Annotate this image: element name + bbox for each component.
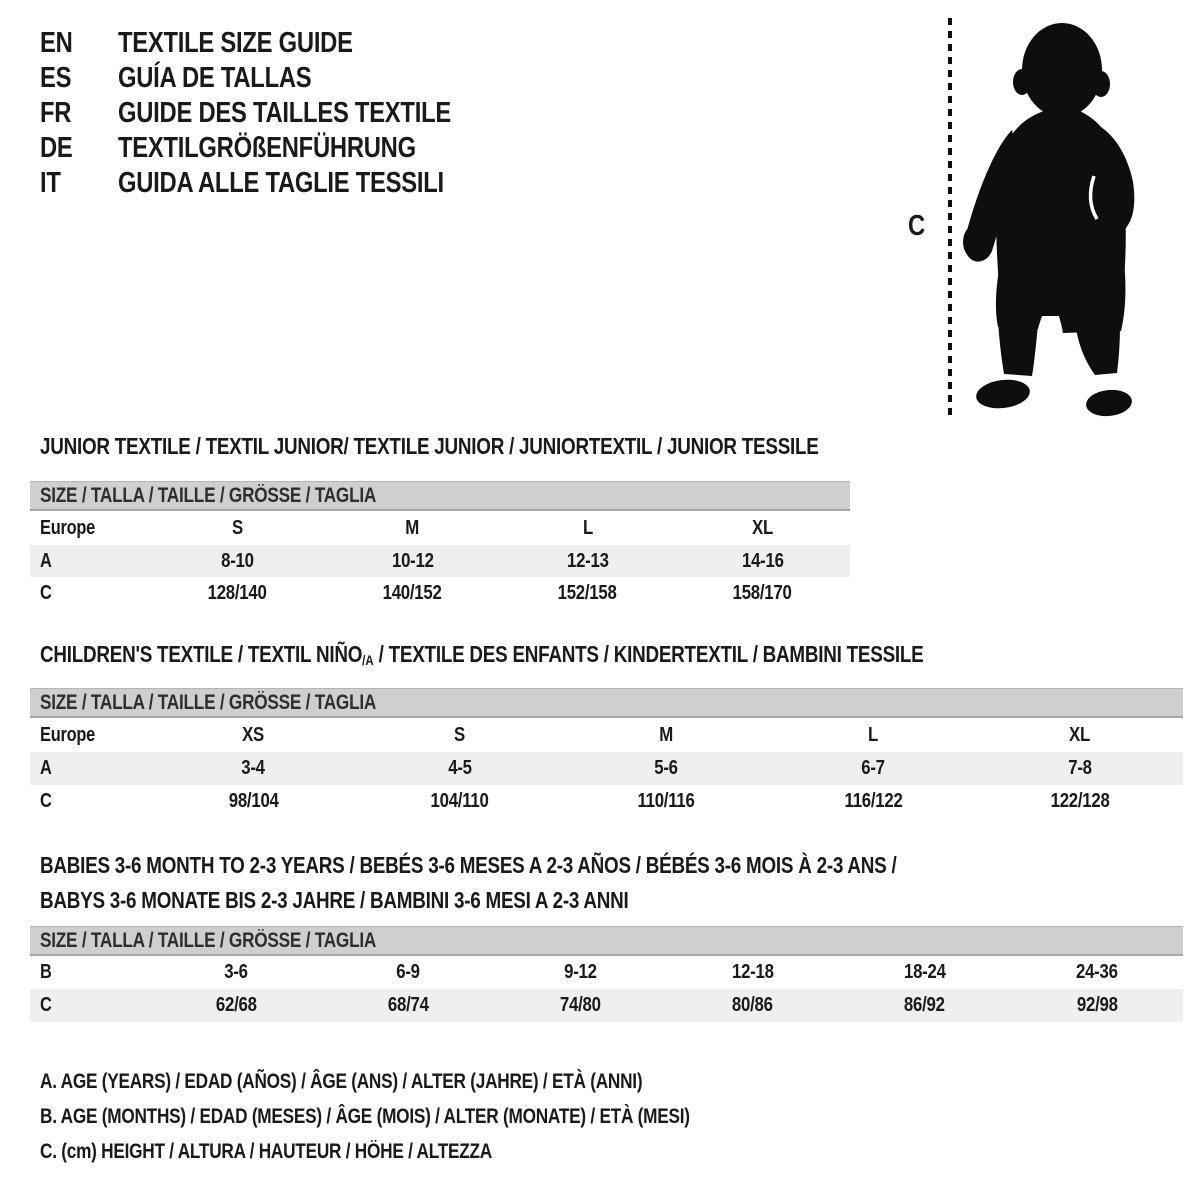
row-label: C [40,790,52,812]
page-title-it: GUIDA ALLE TAGLIE TESSILI [118,167,444,199]
value-cell: 80/86 [732,994,773,1016]
row-label: A [40,549,52,572]
value-cell: 9-12 [564,961,597,983]
height-measure-dashed-line-icon [948,18,952,416]
page-title-en: TEXTILE SIZE GUIDE [118,27,353,59]
value-cell: 92/98 [1076,994,1118,1016]
language-row-es [40,61,524,96]
section-title-children [40,641,1117,671]
row-label: C [40,581,52,604]
junior-size-table [30,481,850,609]
value-cell: 3-6 [224,961,248,983]
value-cell: 18-24 [903,961,946,983]
value-cell: 74/80 [560,994,601,1016]
children-size-table [30,688,1183,818]
value-cell: 12-13 [566,549,609,572]
page-title-de: TEXTILGRÖßENFÜHRUNG [118,132,416,164]
value-cell: 6-9 [396,961,421,983]
size-header-label: SIZE / TALLA / TAILLE / GRÖSSE / TAGLIA [40,483,377,507]
size-cell: S [454,723,466,746]
legend-line-b: B. AGE (MONTHS) / EDAD (MESES) / ÂGE (MOIS) / ALTER (MONATE) / ETÀ (MESI) [40,1105,690,1128]
section-title-junior-text: JUNIOR TEXTILE / TEXTIL JUNIOR/ TEXTILE JUNIOR / JUNIORTEXTIL / JUNIOR TESSILE [40,433,819,459]
table-row-height [30,577,850,609]
value-cell: 4-5 [448,757,472,779]
language-code: FR [40,97,72,129]
language-row-fr [40,96,524,131]
value-cell: 7-8 [1067,757,1092,779]
legend-line-c: C. (cm) HEIGHT / ALTURA / HAUTEUR / HÖHE / ALTEZZA [40,1140,492,1163]
value-cell: 14-16 [741,549,784,572]
value-cell: 98/104 [228,790,279,812]
language-code: EN [40,27,73,59]
size-header-label: SIZE / TALLA / TAILLE / GRÖSSE / TAGLIA [40,928,377,952]
size-cell: L [582,516,593,539]
size-cell: XL [1069,723,1091,746]
region-label: Europe [40,723,96,746]
section-title-junior [40,433,990,460]
language-row-it [40,166,524,201]
value-cell: 122/128 [1050,790,1110,812]
size-header-bar [30,926,1183,956]
value-cell: 62/68 [215,994,257,1016]
size-cell: M [659,723,674,746]
babies-size-table [30,926,1183,1022]
value-cell: 152/158 [558,581,617,604]
value-cell: 24-36 [1076,961,1118,983]
page-title-es: GUÍA DE TALLAS [118,62,312,94]
value-cell: 10-12 [391,549,434,572]
value-cell: 158/170 [733,581,792,604]
value-cell: 68/74 [387,994,429,1016]
size-header-bar [30,688,1183,718]
measure-c-label: C [908,210,925,242]
section-title-babies [40,848,1085,918]
size-cell: M [405,516,420,539]
language-code: ES [40,62,72,94]
size-cell: S [232,516,243,539]
table-row-age [30,752,1183,785]
row-label: C [40,994,52,1016]
value-cell: 12-18 [731,961,774,983]
table-row-sizes [30,718,1183,752]
value-cell: 128/140 [208,581,267,604]
value-cell: 104/110 [430,790,489,812]
region-label: Europe [40,516,96,539]
value-cell: 140/152 [383,581,442,604]
size-cell: L [868,723,879,746]
section-title-children-text: CHILDREN'S TEXTILE / TEXTIL NIÑO/A / TEXTILE DES ENFANTS / KINDERTEXTIL / BAMBINI TESSILE [40,641,924,668]
value-cell: 86/92 [904,994,946,1016]
legend-line-a: A. AGE (YEARS) / EDAD (AÑOS) / ÂGE (ANS) / ALTER (JAHRE) / ETÀ (ANNI) [40,1070,643,1093]
title-subscript: /A [362,652,374,668]
value-cell: 110/116 [637,790,696,812]
language-code: IT [40,167,61,199]
section-title-babies-line2: BABYS 3-6 MONATE BIS 2-3 JAHRE / BAMBINI 3-6 MESI A 2-3 ANNI [40,887,629,913]
table-row-sizes [30,511,850,545]
table-row-height [30,989,1183,1022]
language-row-en [40,26,524,61]
language-list [40,26,524,201]
table-row-age [30,545,850,577]
size-header-bar [30,481,850,511]
language-row-de [40,131,524,166]
toddler-silhouette-icon [958,14,1143,419]
section-title-babies-line1: BABIES 3-6 MONTH TO 2-3 YEARS / BEBÉS 3-6 MESES A 2-3 AÑOS / BÉBÉS 3-6 MOIS À 2-3 ANS / [40,852,897,878]
row-label: A [40,757,52,779]
size-cell: XS [242,723,265,746]
legend [40,1064,832,1169]
value-cell: 6-7 [861,757,885,779]
row-label: B [40,961,52,983]
size-header-label: SIZE / TALLA / TAILLE / GRÖSSE / TAGLIA [40,690,377,714]
language-code: DE [40,132,73,164]
page-title-fr: GUIDE DES TAILLES TEXTILE [118,97,451,129]
value-cell: 3-4 [241,757,266,779]
table-row-height [30,785,1183,818]
value-cell: 116/122 [844,790,903,812]
table-row-months [30,956,1183,989]
size-cell: XL [752,516,773,539]
value-cell: 8-10 [221,549,254,572]
value-cell: 5-6 [654,757,679,779]
